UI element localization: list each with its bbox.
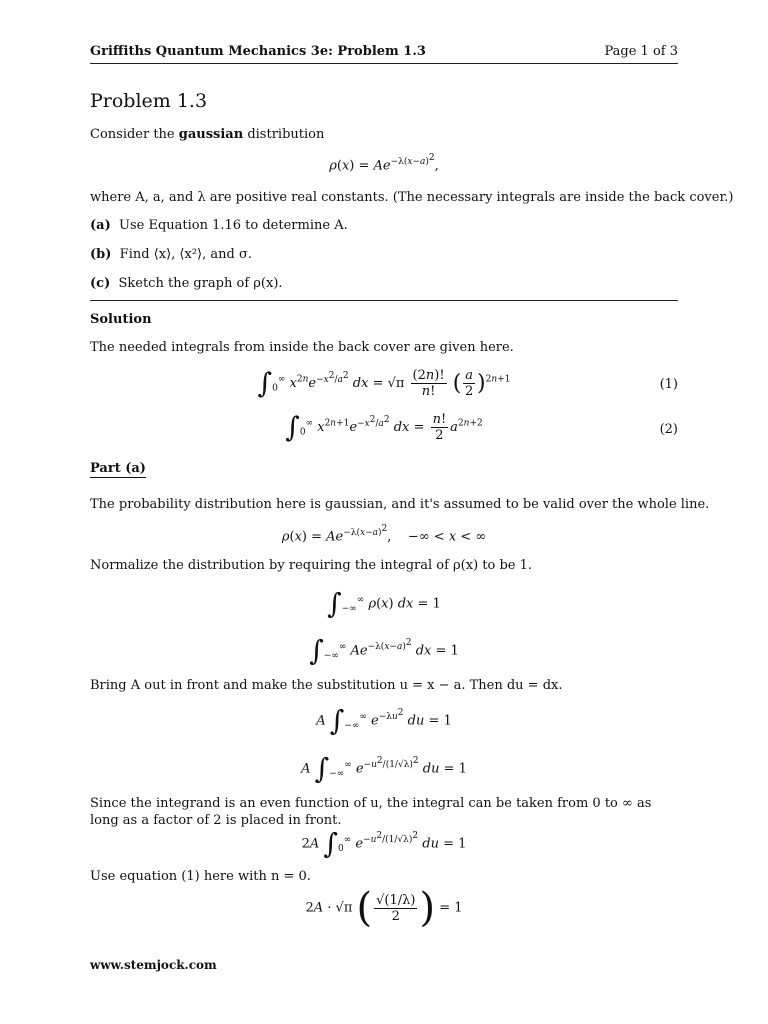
equation-2-number: (2) [659, 422, 678, 437]
part-a-item: (a) Use Equation 1.16 to determine A. [90, 218, 348, 233]
equation-result: 2A · √π ( $\frac{√(1/\lambda)}{2}$ ) = 1 [305, 885, 463, 931]
part-a-heading: Part (a) [90, 461, 146, 476]
equation-normalize-1: $\int_{-\infty}^\infty$ ρ(x) dx = 1 [327, 587, 441, 620]
gaussian-equation: $\rho(x) = Ae^{-\lambda(x-a)^2}$, [329, 153, 439, 174]
part-c-item: (c) Sketch the graph of ρ(x). [90, 276, 283, 291]
solution-heading: Solution [90, 312, 152, 327]
header-rule [90, 63, 678, 64]
equation-substitution-1: A $\int_{-\infty}^\infty$ $e^{-\lambda u^2}$ du = 1 [316, 704, 452, 737]
equation-2: $\int_0^\infty$ $x^{2n+1}e^{-x^2/a^2}$ dx = $\frac{n!}{2}$ $a^{2n+2}$ [285, 410, 483, 444]
where-text: where A, a, and λ are positive real constants. (The necessary integrals are inside the back cover.) [90, 190, 734, 205]
paragraph-2: Normalize the distribution by requiring the integral of ρ(x) to be 1. [90, 558, 533, 573]
equation-substitution-2: A $\int_{-\infty}^\infty$ $e^{-u^2/(1/√\lambda)^2}$ du = 1 [301, 752, 467, 785]
paragraph-1: The probability distribution here is gaussian, and it's assumed to be valid over the whole line. [90, 497, 710, 512]
problem-intro: Consider the gaussian distribution [90, 127, 325, 142]
equation-normalize-2: $\int_{-\infty}^\infty$ $Ae^{-\lambda(x-a)^2}$ dx = 1 [309, 634, 459, 667]
equation-1-number: (1) [659, 377, 678, 392]
equation-distribution: $\rho(x) = Ae^{-\lambda(x-a)^2}$, −∞ < x < ∞ [281, 524, 487, 545]
page-header [90, 44, 678, 59]
header-title: Griffiths Quantum Mechanics 3e: Problem 1.3 [90, 44, 426, 59]
page-number: Page 1 of 3 [604, 44, 678, 59]
part-b-item: (b) Find ⟨x⟩, ⟨x²⟩, and σ. [90, 247, 252, 262]
footer-url: www.stemjock.com [90, 958, 217, 972]
paragraph-5: Use equation (1) here with n = 0. [90, 869, 311, 884]
equation-1: $\int_0^\infty$ $x^{2n}e^{-x^2/a^2}$ dx = √π $\frac{(2n)!}{n!}$ ( $\frac{a}{2}$ )$^{2n+1}$ [257, 366, 511, 400]
paragraph-3: Bring A out in front and make the substitution u = x − a. Then du = dx. [90, 678, 563, 693]
equation-even: 2A $\int_0^\infty$ $e^{-u^2/(1/√\lambda)^2}$ du = 1 [301, 827, 467, 860]
solution-rule [90, 300, 678, 301]
problem-heading: Problem 1.3 [90, 90, 208, 112]
solution-intro: The needed integrals from inside the back cover are given here. [90, 340, 514, 355]
paragraph-4: Since the integrand is an even function of u, the integral can be taken from 0 to ∞ as long as a factor of 2 is placed in front. [90, 796, 652, 828]
